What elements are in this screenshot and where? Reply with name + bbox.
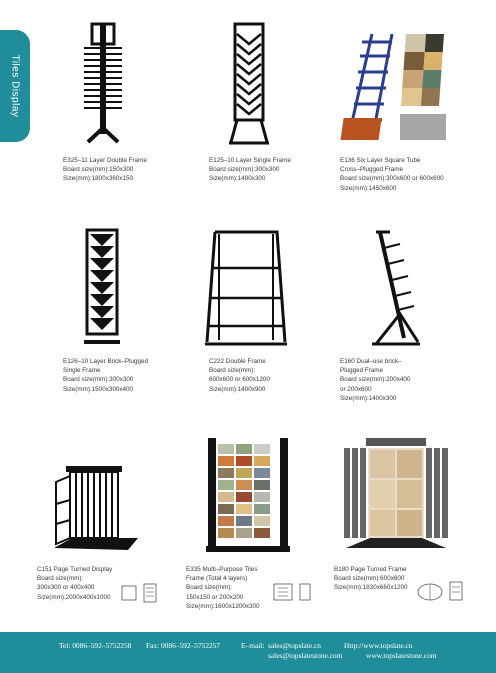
caption-line: E125–10 Layer Single Frame <box>209 157 291 164</box>
product-image-c222 <box>205 230 287 348</box>
caption-line: Size(mm):1450x600 <box>340 184 397 192</box>
caption-line: Size(mm):1830x660x1200 <box>334 584 408 592</box>
product-image-e136 <box>338 30 454 144</box>
product-caption-b180 <box>334 565 408 593</box>
product-image-c151 <box>52 464 142 554</box>
product-caption-e126 <box>63 357 148 394</box>
caption-line: E325–11 Layer Double Frame <box>63 157 147 164</box>
caption-line: 600x600 or 600x1200 <box>209 376 270 384</box>
section-tab <box>0 30 30 142</box>
caption-line: or 200x600 <box>340 385 372 393</box>
footer-fax: Fax: 0086–592–5752257 <box>146 641 221 650</box>
caption-line: Size(mm):1400x900 <box>209 385 266 393</box>
caption-line: Size(mm):1800x360x150 <box>63 175 134 183</box>
contact-footer <box>0 632 496 673</box>
caption-line: Size(mm):2000x400x1000 <box>37 593 111 601</box>
caption-line: Size(mm):1400x300 <box>340 394 397 402</box>
caption-line: Board size(mm): <box>37 575 84 583</box>
caption-line: Board size(mm): <box>186 584 233 592</box>
caption-line: Frame (Total 4 layers) <box>186 575 248 583</box>
caption-line: Board size(mm): <box>209 367 256 375</box>
caption-line: Size(mm):1600x1200x300 <box>186 602 260 610</box>
caption-line: C151 Page Turned Display <box>37 566 113 573</box>
caption-line: 150x150 or 200x200 <box>186 593 244 601</box>
product-image-e125 <box>229 22 269 146</box>
product-image-b180 <box>340 436 452 554</box>
caption-line: Board size(mm):300x300 <box>63 376 134 384</box>
caption-line: 300x300 or 400x400 <box>37 584 95 592</box>
caption-line: E335 Multi–Purpose Tiles <box>186 566 258 573</box>
product-caption-e125 <box>209 156 291 184</box>
dimension-diagram-b180 <box>414 578 468 604</box>
footer-email-label: E–mail: <box>241 641 265 650</box>
caption-line: Board size(mm):600x600 <box>334 575 405 583</box>
caption-line: B180 Page Turned Frame <box>334 566 407 573</box>
product-image-e160 <box>370 230 422 348</box>
caption-line: Size(mm):1500x300x400 <box>63 385 134 393</box>
caption-line: E136 Six Layer Square Tube <box>340 157 421 164</box>
product-image-e335 <box>206 436 290 556</box>
caption-line: C222 Double Frame <box>209 358 266 365</box>
caption-line: Size(mm):1480x300 <box>209 175 266 183</box>
dimension-diagram-c151 <box>118 582 162 604</box>
product-caption-e136 <box>340 156 444 193</box>
footer-email-primary[interactable]: sales@topslate.cn <box>268 641 321 650</box>
dimension-diagram-e335 <box>270 580 316 604</box>
footer-tel: Tel: 0086–592–5752258 <box>59 641 132 650</box>
caption-line: Board size(mm):300x300 <box>209 166 280 174</box>
caption-line: Plugged Frame <box>340 367 384 375</box>
product-image-e126 <box>84 228 120 346</box>
footer-email-secondary[interactable]: sales@topslatestone.com <box>268 651 343 660</box>
product-image-e325 <box>78 22 128 146</box>
product-caption-e325 <box>63 156 147 184</box>
product-caption-e335 <box>186 565 260 611</box>
caption-line: Board size(mm):150x300 <box>63 166 134 174</box>
caption-line: Cross–Plugged Frame <box>340 166 403 174</box>
section-tab-label: Tiles Display <box>9 54 21 118</box>
caption-line: Board size(mm):200x400 <box>340 376 411 384</box>
caption-line: E126–10 Layer Brick–Plugged <box>63 358 149 365</box>
product-caption-c151 <box>37 565 112 602</box>
product-caption-e160 <box>340 357 410 403</box>
footer-website-secondary[interactable]: www.topslatestone.com <box>366 651 437 660</box>
product-caption-c222 <box>209 357 270 394</box>
footer-website-primary[interactable]: Http://www.topslate.cn <box>344 641 413 650</box>
caption-line: Single Frame <box>63 367 101 375</box>
caption-line: E160 Dual–use brick– <box>340 358 402 365</box>
caption-line: Board size(mm):300x600 or 600x600 <box>340 175 444 183</box>
